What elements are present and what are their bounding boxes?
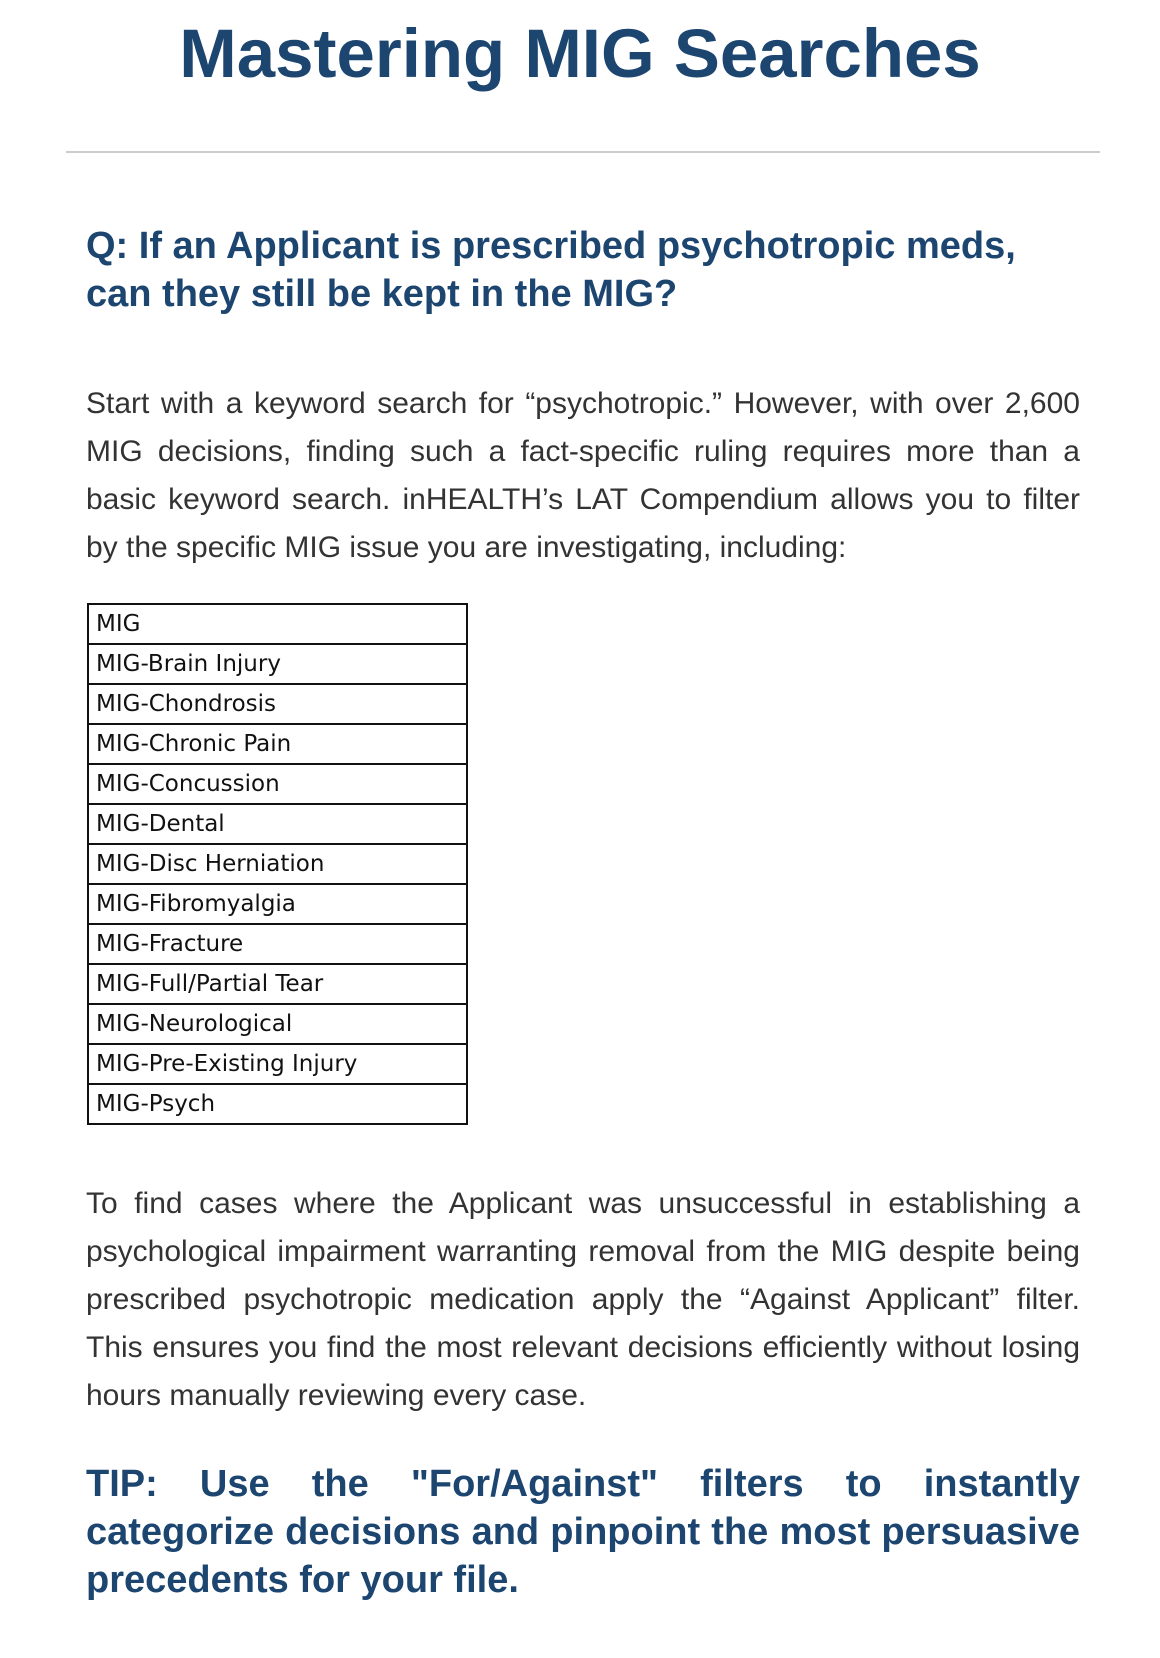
table-row (88, 1044, 467, 1084)
mig-issue-cell: MIG-Dental (88, 804, 467, 844)
table-row (88, 764, 467, 804)
mig-issue-cell: MIG-Fracture (88, 924, 467, 964)
intro-paragraph: Start with a keyword search for “psychotropic.” However, with over 2,600 MIG decisions, finding such a fact-specific ruling requires more than a basic keyword search. inHEALTH’s LAT Compendium allows you to filter by the specific MIG issue you are investigating, including: (86, 387, 1080, 564)
table-row (88, 1084, 467, 1124)
mig-issue-cell: MIG-Full/Partial Tear (88, 964, 467, 1004)
table-row (88, 724, 467, 764)
mig-issue-cell: MIG-Neurological (88, 1004, 467, 1044)
mig-issue-cell: MIG-Brain Injury (88, 644, 467, 684)
mig-issue-cell: MIG-Pre-Existing Injury (88, 1044, 467, 1084)
table-row (88, 924, 467, 964)
mig-issue-cell: MIG-Chondrosis (88, 684, 467, 724)
table-row (88, 644, 467, 684)
mig-issue-cell: MIG-Psych (88, 1084, 467, 1124)
tip-callout: TIP: Use the "For/Against" filters to instantly categorize decisions and pinpoint the most persuasive precedents for your file. (86, 1463, 1080, 1601)
question-heading: Q: If an Applicant is prescribed psychotropic meds, can they still be kept in the MIG? (86, 225, 1016, 315)
table-row (88, 964, 467, 1004)
table-row (88, 604, 467, 644)
table-row (88, 684, 467, 724)
table-row (88, 804, 467, 844)
page-title: Mastering MIG Searches (179, 15, 981, 92)
mig-issue-cell: MIG-Fibromyalgia (88, 884, 467, 924)
divider (66, 151, 1100, 153)
mig-issue-cell: MIG-Concussion (88, 764, 467, 804)
table-row (88, 1004, 467, 1044)
mig-issue-cell: MIG-Chronic Pain (88, 724, 467, 764)
mig-issues-table (87, 603, 468, 1125)
mig-issue-cell: MIG (88, 604, 467, 644)
table-row (88, 844, 467, 884)
filter-paragraph: To find cases where the Applicant was unsuccessful in establishing a psychological impairment warranting removal from the MIG despite being prescribed psychotropic medication apply the “Against Applicant” filter. This ensures you find the most relevant decisions efficiently without losing hours manually reviewing every case. (86, 1187, 1080, 1412)
table-row (88, 884, 467, 924)
mig-issue-cell: MIG-Disc Herniation (88, 844, 467, 884)
